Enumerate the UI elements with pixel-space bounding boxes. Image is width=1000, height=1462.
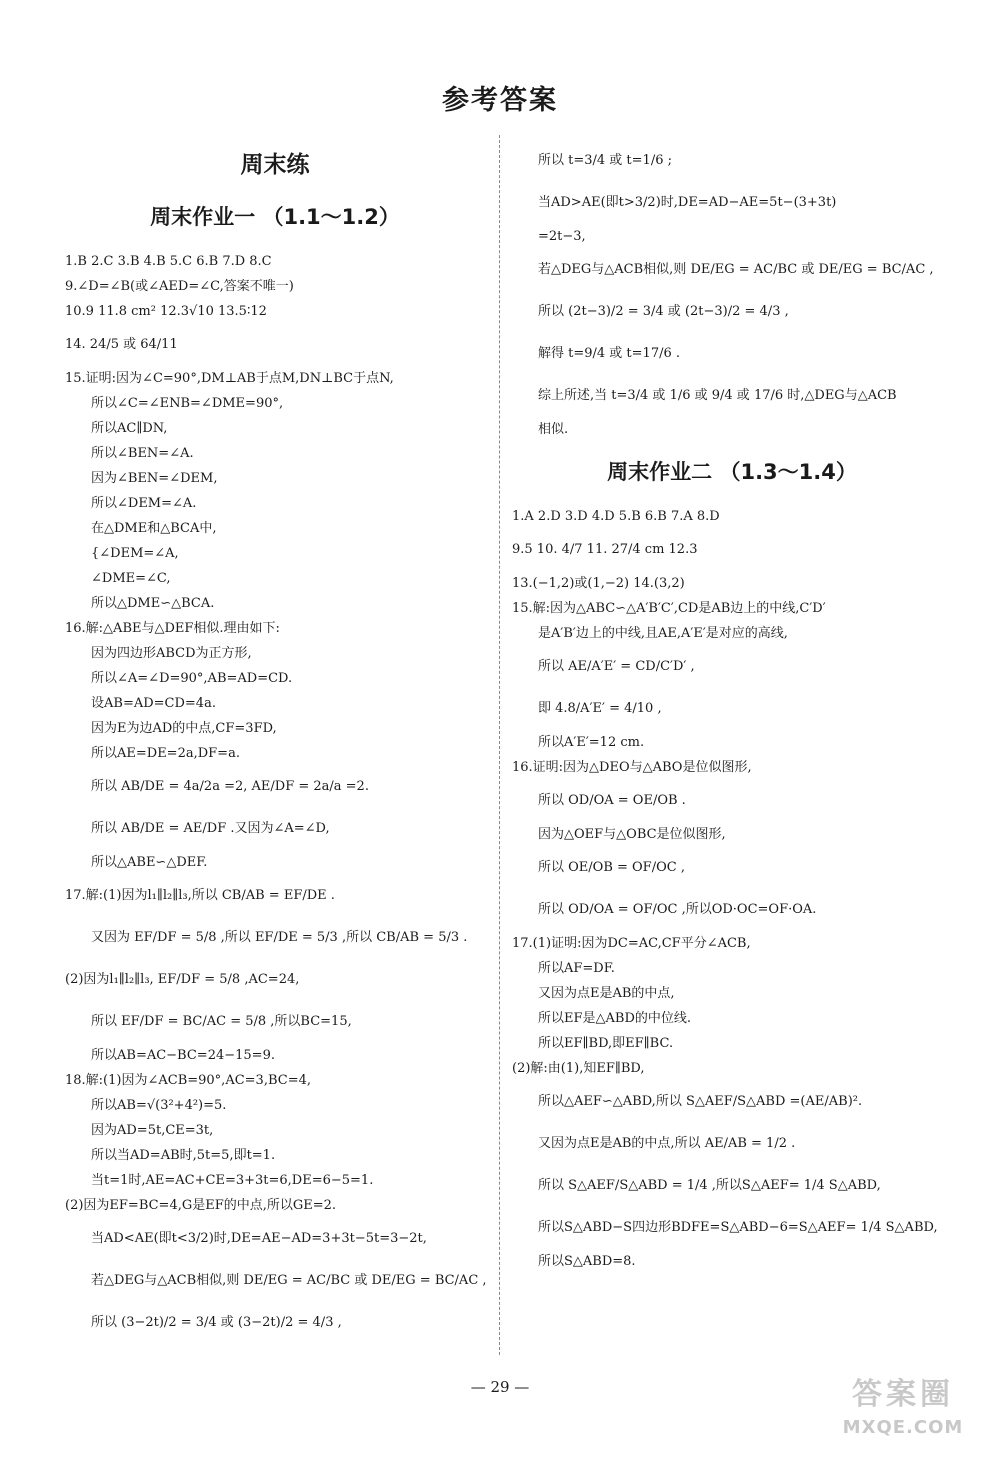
answer-line: 17.解:(1)因为l₁∥l₂∥l₃,所以 CB/AB = EF/DE .	[65, 888, 335, 903]
answer-line: 所以AB=AC−BC=24−15=9.	[91, 1048, 275, 1063]
answer-line: ∠DME=∠C,	[91, 571, 171, 586]
answer-line: 所以 EF/DF = BC/AC = 5/8 ,所以BC=15,	[91, 1014, 352, 1029]
left-column	[65, 140, 485, 1344]
answer-line: 9.∠D=∠B(或∠AED=∠C,答案不唯一)	[65, 279, 294, 294]
answer-line: {∠DEM=∠A,	[91, 546, 179, 561]
answer-line: (2)因为EF=BC=4,G是EF的中点,所以GE=2.	[65, 1198, 337, 1213]
answer-line: 所以 OE/OB = OF/OC ,	[538, 860, 685, 875]
answer-line: 所以△ABE∽△DEF.	[91, 855, 208, 870]
answer-line: 所以 t=3/4 或 t=1/6 ;	[538, 153, 672, 168]
sub-title-homework-1: 周末作业一 （1.1～1.2）	[150, 205, 400, 229]
answer-line: 当AD>AE(即t>3/2)时,DE=AD−AE=5t−(3+3t)	[538, 195, 837, 210]
answer-line: 9.5 10. 4/7 11. 27/4 cm 12.3	[512, 542, 698, 557]
answer-line: 若△DEG与△ACB相似,则 DE/EG = AC/BC 或 DE/EG = BC/AC ,	[538, 262, 934, 277]
answer-line: 又因为 EF/DF = 5/8 ,所以 EF/DE = 5/3 ,所以 CB/AB = 5/3 .	[91, 930, 468, 945]
answer-line: 当t=1时,AE=AC+CE=3+3t=6,DE=6−5=1.	[91, 1173, 374, 1188]
answer-line: 当AD<AE(即t<3/2)时,DE=AE−AD=3+3t−5t=3−2t,	[91, 1231, 427, 1246]
watermark-text: 答案圈	[852, 1377, 954, 1412]
answer-line: 是A′B′边上的中线,且AE,A′E′是对应的高线,	[538, 626, 788, 641]
answer-line: 所以 AE/A′E′ = CD/C′D′ ,	[538, 659, 695, 674]
answer-line: 所以EF是△ABD的中位线.	[538, 1011, 692, 1026]
answer-line: 因为△OEF与△OBC是位似图形,	[538, 827, 726, 842]
answer-line: 所以∠BEN=∠A.	[91, 446, 194, 461]
answer-line: 所以 (3−2t)/2 = 3/4 或 (3−2t)/2 = 4/3 ,	[91, 1315, 342, 1330]
answer-line: 所以 AB/DE = AE/DF .又因为∠A=∠D,	[91, 821, 330, 836]
answer-line: 17.(1)证明:因为DC=AC,CF平分∠ACB,	[512, 936, 751, 951]
answer-line: 解得 t=9/4 或 t=17/6 .	[538, 346, 681, 361]
answer-line: (2)因为l₁∥l₂∥l₃, EF/DF = 5/8 ,AC=24,	[65, 972, 300, 987]
answer-line: 所以 OD/OA = OE/OB .	[538, 793, 686, 808]
answer-line: 13.(−1,2)或(1,−2) 14.(3,2)	[512, 576, 685, 591]
answer-line: 相似.	[538, 422, 569, 437]
answer-line: 因为AD=5t,CE=3t,	[91, 1123, 214, 1138]
answer-lines-continued	[512, 140, 952, 442]
answer-line: 所以 S△AEF/S△ABD = 1/4 ,所以S△AEF= 1/4 S△ABD,	[538, 1178, 881, 1193]
answer-line: 若△DEG与△ACB相似,则 DE/EG = AC/BC 或 DE/EG = BC/AC ,	[91, 1273, 487, 1288]
answer-line: 因为∠BEN=∠DEM,	[91, 471, 218, 486]
answer-line: 所以△DME∽△BCA.	[91, 596, 215, 611]
answer-line: 又因为点E是AB的中点,所以 AE/AB = 1/2 .	[538, 1136, 796, 1151]
answer-line: 所以△AEF∽△ABD,所以 S△AEF/S△ABD =(AE/AB)².	[538, 1094, 863, 1109]
sub-title-homework-2: 周末作业二 （1.3～1.4）	[607, 460, 857, 484]
answer-line: 所以AC∥DN,	[91, 421, 168, 436]
answer-line: 所以AB=√(3²+4²)=5.	[91, 1098, 227, 1113]
answer-line: 10.9 11.8 cm² 12.3√10 13.5∶12	[65, 304, 267, 319]
answer-line: 所以 (2t−3)/2 = 3/4 或 (2t−3)/2 = 4/3 ,	[538, 304, 789, 319]
answer-line: 15.解:因为△ABC∽△A′B′C′,CD是AB边上的中线,C′D′	[512, 601, 826, 616]
answer-line: 所以AF=DF.	[538, 961, 615, 976]
answer-line: 所以 OD/OA = OF/OC ,所以OD·OC=OF·OA.	[538, 902, 817, 917]
answer-line: 1.A 2.D 3.D 4.D 5.B 6.B 7.A 8.D	[512, 509, 720, 524]
answer-line: 所以AE=DE=2a,DF=a.	[91, 746, 240, 761]
column-divider	[499, 135, 500, 1355]
answer-line: 所以EF∥BD,即EF∥BC.	[538, 1036, 674, 1051]
answer-lines	[65, 249, 485, 1344]
answer-line: 所以当AD=AB时,5t=5,即t=1.	[91, 1148, 276, 1163]
answer-line: 16.证明:因为△DEO与△ABO是位似图形,	[512, 760, 752, 775]
right-column	[512, 140, 952, 1274]
answer-line: 所以∠DEM=∠A.	[91, 496, 197, 511]
watermark-url: MXQE.COM	[842, 1417, 964, 1438]
page-number: — 29 —	[470, 1378, 530, 1396]
answer-line: 所以S△ABD−S四边形BDFE=S△ABD−6=S△AEF= 1/4 S△ABD,	[538, 1220, 938, 1235]
answer-line: 所以S△ABD=8.	[538, 1254, 636, 1269]
answer-line: 所以∠A=∠D=90°,AB=AD=CD.	[91, 671, 293, 686]
page-title: 参考答案	[442, 85, 558, 116]
answer-lines-homework-2	[512, 504, 952, 1274]
answer-line: (2)解:由(1),知EF∥BD,	[512, 1061, 645, 1076]
answer-line: 所以 AB/DE = 4a/2a =2, AE/DF = 2a/a =2.	[91, 779, 369, 794]
answer-line: 所以∠C=∠ENB=∠DME=90°,	[91, 396, 284, 411]
answer-line: =2t−3,	[538, 229, 586, 244]
answer-line: 所以A′E′=12 cm.	[538, 735, 645, 750]
answer-line: 因为E为边AD的中点,CF=3FD,	[91, 721, 277, 736]
answer-line: 18.解:(1)因为∠ACB=90°,AC=3,BC=4,	[65, 1073, 311, 1088]
answer-line: 即 4.8/A′E′ = 4/10 ,	[538, 701, 662, 716]
answer-line: 16.解:△ABE与△DEF相似.理由如下:	[65, 621, 280, 636]
answer-line: 综上所述,当 t=3/4 或 1/6 或 9/4 或 17/6 时,△DEG与△ACB	[538, 388, 897, 403]
answer-line: 1.B 2.C 3.B 4.B 5.C 6.B 7.D 8.C	[65, 254, 272, 269]
answer-line: 在△DME和△BCA中,	[91, 521, 217, 536]
section-title: 周末练	[240, 152, 310, 178]
watermark-logo	[828, 1375, 978, 1455]
answer-line: 15.证明:因为∠C=90°,DM⊥AB于点M,DN⊥BC于点N,	[65, 371, 394, 386]
answer-line: 14. 24/5 或 64/11	[65, 337, 178, 352]
answer-line: 又因为点E是AB的中点,	[538, 986, 675, 1001]
answer-line: 因为四边形ABCD为正方形,	[91, 646, 252, 661]
answer-line: 设AB=AD=CD=4a.	[91, 696, 216, 711]
